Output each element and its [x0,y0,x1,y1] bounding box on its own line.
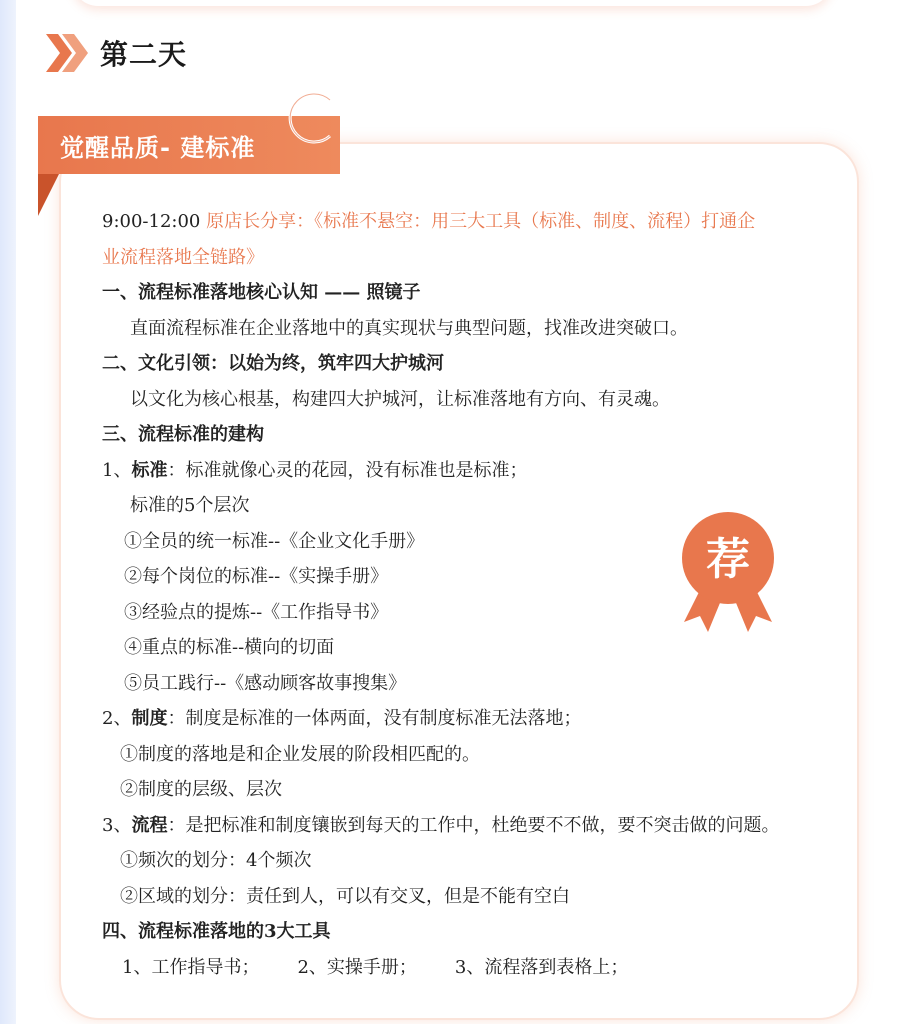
session-time: 9:00-12:00 [102,211,201,232]
list-item: ②区域的划分：责任到人，可以有交叉，但是不能有空白 [120,885,570,907]
double-chevron-icon [44,30,90,76]
previous-card-edge [72,0,832,6]
paragraph-1: 直面流程标准在企业落地中的真实现状与典型问题，找准改进突破口。 [130,317,688,339]
paragraph-2: 以文化为核心根基，构建四大护城河，让标准落地有方向、有灵魂。 [130,388,670,410]
list-item: ①制度的落地是和企业发展的阶段相匹配的。 [120,743,480,765]
ribbon-fold [38,174,59,216]
topic-title-cont: 业流程落地全链路》 [102,246,264,268]
badge-char: 荐 [706,534,750,585]
day-title: 第二天 [100,38,188,71]
system-text: ：制度是标准的一体两面，没有制度标准无法落地； [167,708,582,729]
process-label: 流程 [131,814,168,836]
heading-3: 三、流程标准的建构 [102,424,264,445]
standard-text: ：标准就像心灵的花园，没有标准也是标准； [167,459,528,481]
topic-line [102,204,852,240]
process-text: ：是把标准和制度镶嵌到每天的工作中，杜绝要不不做，要不突击做的问题。 [167,814,780,836]
standard-line [102,453,852,489]
heading-2: 二、文化引领：以始为终，筑牢四大护城河 [102,353,444,374]
list-item: ③经验点的提炼--《工作指导书》 [124,601,389,623]
standard-sub: 标准的5个层次 [130,495,250,516]
heading-1: 一、流程标准落地核心认知 —— 照镜子 [102,282,421,303]
system-label: 制度 [131,708,168,729]
section-title: 觉醒品质- 建标准 [60,134,256,162]
tool-item: 2、实操手册； [297,956,417,978]
system-line [102,701,852,737]
standard-num: 1、 [102,459,132,481]
list-item: ②每个岗位的标准--《实操手册》 [124,566,389,587]
list-item: ①频次的划分：4个频次 [120,850,312,871]
process-line [102,808,852,844]
recommend-badge-icon [674,512,782,636]
list-item: ①全员的统一标准--《企业文化手册》 [124,530,425,552]
decorative-c-icon [284,88,340,148]
process-num: 3、 [102,814,132,836]
system-num: 2、 [102,708,132,729]
topic-title: 原店长分享：《标准不悬空：用三大工具（标准、制度、流程）打通企 [206,211,756,232]
tool-item: 3、流程落到表格上； [454,956,629,978]
tool-item: 1、工作指导书； [122,956,260,978]
standard-label: 标准 [131,459,168,481]
left-edge-strip [0,0,16,1024]
list-item: ②制度的层级、层次 [120,779,282,800]
day-header [44,28,187,78]
tools-line [102,950,852,986]
list-item: ④重点的标准--横向的切面 [124,637,335,658]
heading-4: 四、流程标准落地的3大工具 [102,921,331,942]
list-item: ⑤员工践行--《感动顾客故事搜集》 [124,672,407,694]
